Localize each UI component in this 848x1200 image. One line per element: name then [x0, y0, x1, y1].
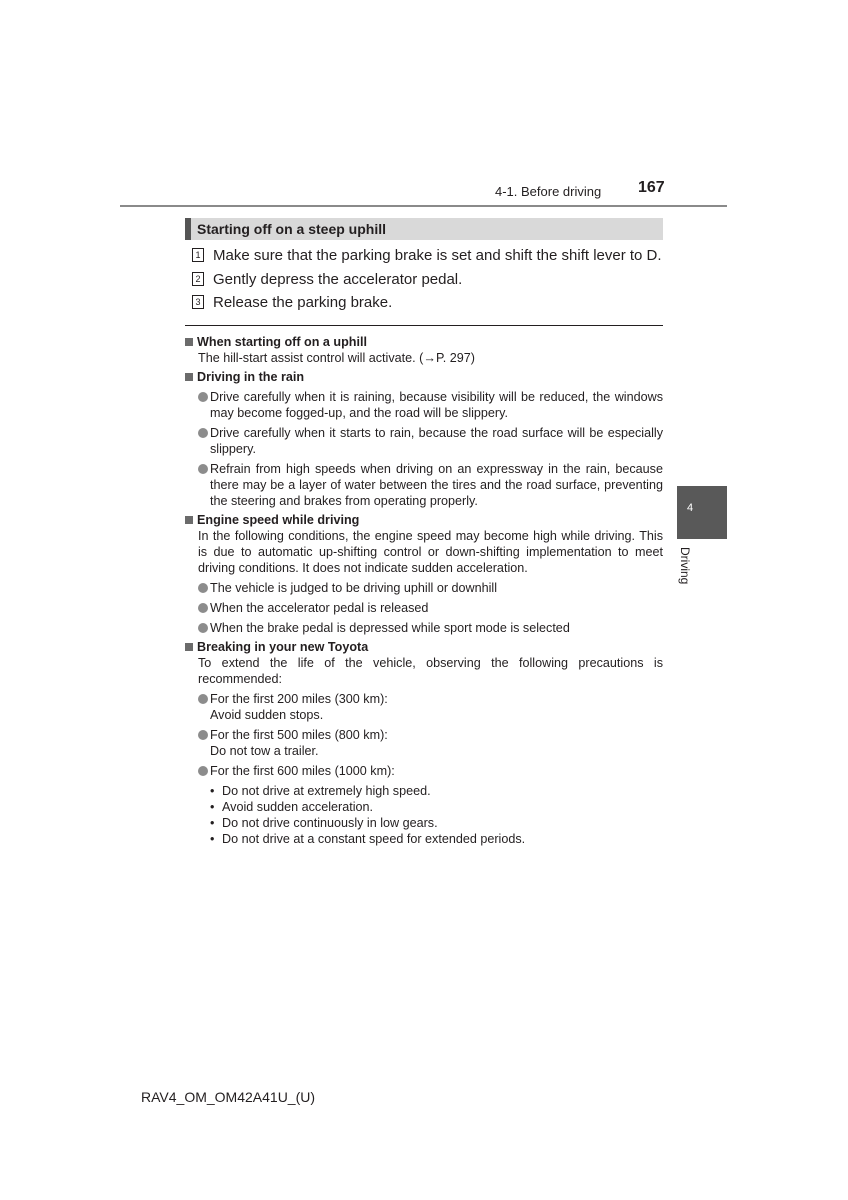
- header-section-title: 4-1. Before driving: [495, 184, 602, 199]
- section-heading-accent: [185, 218, 191, 240]
- bullet-dot-icon: [198, 428, 208, 438]
- note-heading-uphill: When starting off on a uphill: [185, 334, 663, 350]
- step-number-1: 1: [192, 248, 204, 262]
- chapter-tab-number: 4: [687, 502, 694, 514]
- sub-item-2: • Avoid sudden acceleration.: [210, 800, 373, 814]
- note-heading-rain: Driving in the rain: [185, 369, 663, 385]
- step-text-2: Gently depress the accelerator pedal.: [213, 270, 463, 288]
- note-heading-engine: Engine speed while driving: [185, 512, 663, 528]
- notes-block: [185, 331, 663, 847]
- breakin-bullet-3: For the first 600 miles (1000 km):: [198, 763, 663, 779]
- engine-bullet-3: When the brake pedal is depressed while sport mode is selected: [198, 620, 663, 636]
- header-divider: [120, 205, 727, 207]
- bullet-dot-icon: [198, 623, 208, 633]
- step-number-3: 3: [192, 295, 204, 309]
- bullet-dot-icon: [198, 694, 208, 704]
- sub-item-1: • Do not drive at extremely high speed.: [210, 784, 431, 798]
- bullet-dot-icon: [198, 464, 208, 474]
- rain-bullet-3: Refrain from high speeds when driving on an expressway in the rain, because there may be a layer of water between the tires and the road surface, preventing the steering and brakes from operating properly.: [198, 461, 663, 509]
- sub-item-4: • Do not drive at a constant speed for extended periods.: [210, 832, 526, 846]
- step-2: [192, 269, 462, 289]
- chapter-tab-label: Driving: [678, 547, 692, 585]
- note-text-uphill: The hill-start assist control will activate. (→P. 297): [198, 351, 475, 365]
- bullet-dot-icon: [198, 766, 208, 776]
- chapter-tab: [677, 486, 727, 539]
- rain-bullet-1: Drive carefully when it is raining, because visibility will be reduced, the windows may become fogged-up, and the road will be slippery.: [198, 389, 663, 421]
- engine-bullet-2: When the accelerator pedal is released: [198, 600, 663, 616]
- step-number-2: 2: [192, 272, 204, 286]
- footer-doc-id: RAV4_OM_OM42A41U_(U): [141, 1089, 316, 1105]
- breakin-bullet-2: For the first 500 miles (800 km): Do not tow a trailer.: [198, 727, 663, 759]
- rain-bullet-2: Drive carefully when it starts to rain, because the road surface will be especially slippery.: [198, 425, 663, 457]
- engine-bullet-1: The vehicle is judged to be driving uphill or downhill: [198, 580, 663, 596]
- breakin-bullet-1: For the first 200 miles (300 km): Avoid sudden stops.: [198, 691, 663, 723]
- square-marker-icon: [185, 643, 193, 651]
- sub-item-3: • Do not drive continuously in low gears.: [210, 816, 438, 830]
- square-marker-icon: [185, 516, 193, 524]
- section-title: Starting off on a steep uphill: [197, 221, 386, 237]
- section-heading-bar: [185, 218, 663, 240]
- bullet-dot-icon: [198, 583, 208, 593]
- note-heading-breakin: Breaking in your new Toyota: [185, 639, 663, 655]
- step-text-3: Release the parking brake.: [213, 293, 393, 311]
- notes-divider: [185, 325, 663, 326]
- note-text-engine: In the following conditions, the engine speed may become high while driving. This is due to automatic up-shifting control or down-shifting implementation to meet driving conditions. It does not indicate sudden acceleration.: [198, 529, 663, 575]
- note-text-breakin: To extend the life of the vehicle, observing the following precautions is recommended:: [198, 656, 663, 686]
- breakin-sublist: [185, 783, 663, 847]
- bullet-dot-icon: [198, 730, 208, 740]
- step-1: [192, 245, 662, 265]
- step-text-1: Make sure that the parking brake is set and shift the shift lever to D.: [213, 246, 662, 264]
- bullet-dot-icon: [198, 392, 208, 402]
- bullet-dot-icon: [198, 603, 208, 613]
- square-marker-icon: [185, 373, 193, 381]
- step-3: [192, 292, 392, 312]
- page-number: 167: [638, 179, 665, 196]
- square-marker-icon: [185, 338, 193, 346]
